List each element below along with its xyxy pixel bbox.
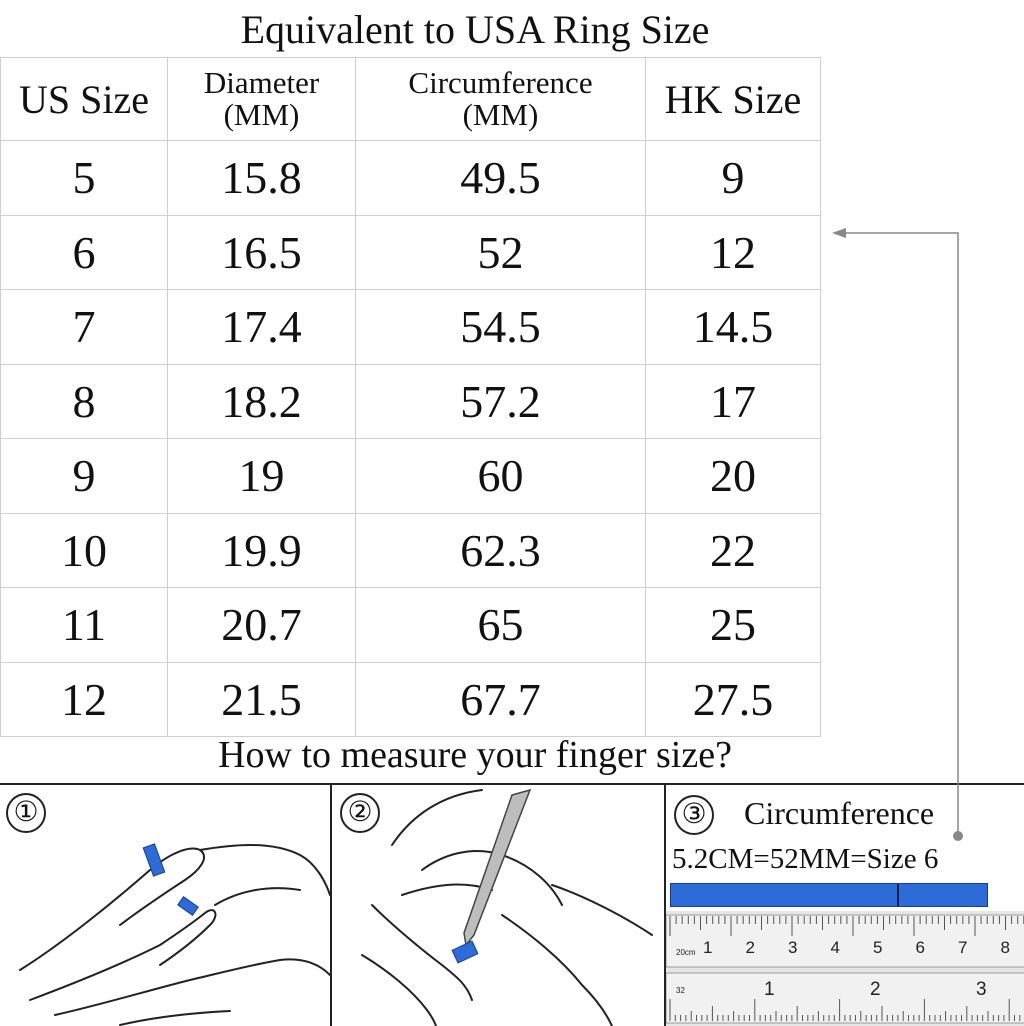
cell-us-size: 7: [1, 290, 168, 365]
step-1-panel: [0, 785, 330, 1026]
table-body: [1, 141, 821, 737]
cell-diameter: 17.4: [168, 290, 356, 365]
step-3-panel: [664, 785, 1024, 1026]
cell-hk-size: 27.5: [646, 662, 821, 737]
size-equation: 5.2CM=52MM=Size 6: [672, 843, 939, 875]
cell-us-size: 8: [1, 364, 168, 439]
step-1-number: ①: [6, 793, 46, 833]
cell-hk-size: 17: [646, 364, 821, 439]
chart-title: Equivalent to USA Ring Size: [240, 7, 710, 52]
cell-diameter: 19: [168, 439, 356, 514]
table-row: [1, 364, 821, 439]
cell-hk-size: 12: [646, 215, 821, 290]
howto-heading: How to measure your finger size?: [218, 734, 732, 776]
cell-circumference: 65: [356, 588, 646, 663]
cell-diameter: 21.5: [168, 662, 356, 737]
ruler-top-number: 5: [873, 938, 883, 957]
cell-us-size: 9: [1, 439, 168, 514]
ruler-bottom-number: 3: [976, 979, 987, 1000]
ruler-top-number: 4: [830, 938, 840, 957]
cell-diameter: 18.2: [168, 364, 356, 439]
circumference-label: Circumference: [744, 795, 935, 831]
cell-circumference: 52: [356, 215, 646, 290]
instruction-panels: [0, 783, 1024, 1026]
marking-tape-illustration: [332, 785, 666, 1026]
ruler-bottom-number: 1: [764, 979, 775, 1000]
pen-icon: [464, 790, 530, 945]
table-row: [1, 290, 821, 365]
cell-circumference: 62.3: [356, 513, 646, 588]
ruler-top-number: 6: [915, 938, 925, 957]
cell-us-size: 10: [1, 513, 168, 588]
cell-hk-size: 14.5: [646, 290, 821, 365]
tape-strip-2: [178, 897, 198, 916]
ruler-top-number: 7: [958, 938, 968, 957]
table-header-row: [1, 58, 821, 141]
header-us-size: US Size: [1, 58, 168, 141]
cell-diameter: 20.7: [168, 588, 356, 663]
header-diameter: Diameter (MM): [168, 58, 356, 141]
header-circumference: Circumference (MM): [356, 58, 646, 141]
header-hk-size: HK Size: [646, 58, 821, 141]
measured-tape: [670, 883, 988, 907]
cell-diameter: 19.9: [168, 513, 356, 588]
table-row: [1, 141, 821, 216]
hand-with-tape-illustration: [0, 785, 330, 1026]
cell-us-size: 11: [1, 588, 168, 663]
ring-size-table: [0, 57, 821, 737]
ruler-bottom-number: 2: [870, 979, 881, 1000]
cell-us-size: 5: [1, 141, 168, 216]
ruler-top-number: 2: [745, 938, 755, 957]
cell-hk-size: 20: [646, 439, 821, 514]
ruler-top-unit: 20cm: [676, 948, 696, 957]
cell-circumference: 49.5: [356, 141, 646, 216]
table-row: [1, 662, 821, 737]
ruler-bottom-unit: 32: [676, 986, 685, 995]
cell-hk-size: 22: [646, 513, 821, 588]
step-2-panel: [330, 785, 666, 1026]
table-row: [1, 439, 821, 514]
tape-on-finger: [452, 941, 478, 963]
table-row: [1, 588, 821, 663]
table-row: [1, 513, 821, 588]
cell-circumference: 67.7: [356, 662, 646, 737]
cell-diameter: 16.5: [168, 215, 356, 290]
table-row: [1, 215, 821, 290]
ruler-illustration: [666, 911, 1024, 1026]
cell-hk-size: 25: [646, 588, 821, 663]
tape-mark: [897, 884, 899, 906]
step-3-number: ③: [674, 795, 714, 835]
cell-us-size: 12: [1, 662, 168, 737]
ruler-top-number: 8: [1000, 938, 1010, 957]
cell-circumference: 57.2: [356, 364, 646, 439]
cell-diameter: 15.8: [168, 141, 356, 216]
ruler-top-number: 1: [703, 938, 713, 957]
cell-us-size: 6: [1, 215, 168, 290]
cell-hk-size: 9: [646, 141, 821, 216]
ruler-top-number: 3: [788, 938, 798, 957]
cell-circumference: 54.5: [356, 290, 646, 365]
step-2-number: ②: [340, 793, 380, 833]
cell-circumference: 60: [356, 439, 646, 514]
